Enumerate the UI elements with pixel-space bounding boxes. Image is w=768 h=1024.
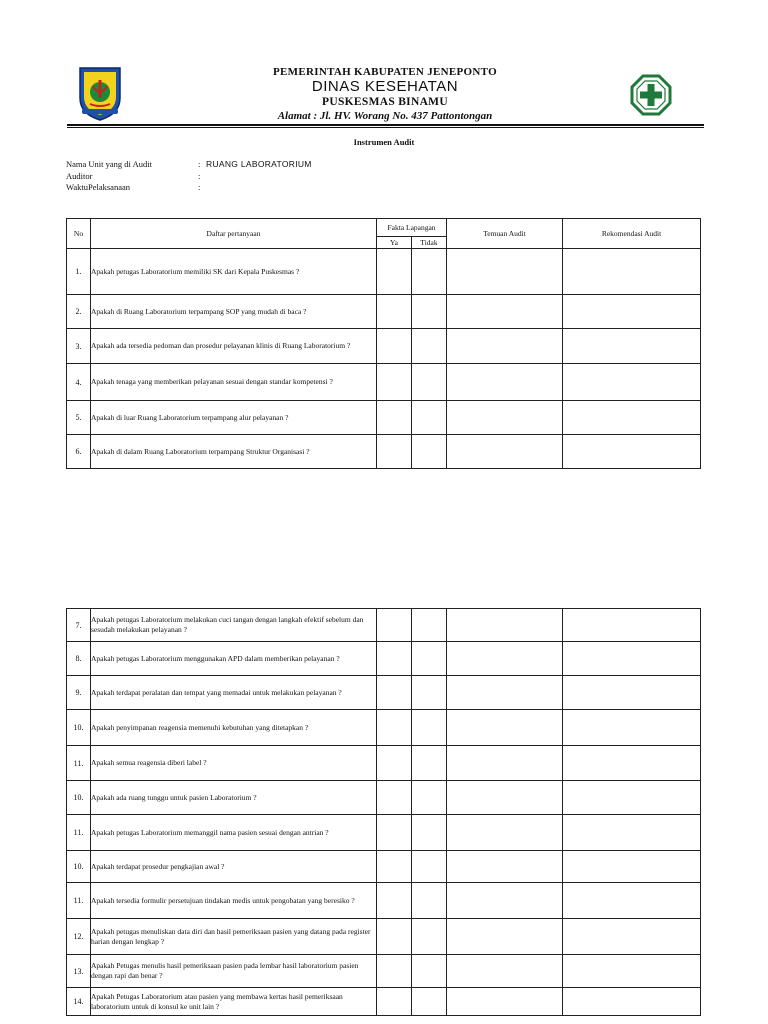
temuan-cell[interactable] [447, 781, 563, 815]
temuan-cell[interactable] [447, 329, 563, 364]
answer-ya-cell[interactable] [377, 746, 412, 781]
row-question: Apakah petugas Laboratorium melakukan cuci tangan dengan langkah efektif sebelum dan sesudah melakukan pelayanan ? [91, 609, 377, 642]
row-question: Apakah semua reagensia diberi label ? [91, 746, 377, 781]
row-number: 11. [67, 746, 91, 781]
table-row [67, 710, 701, 746]
answer-tidak-cell[interactable] [412, 746, 447, 781]
answer-tidak-cell[interactable] [412, 295, 447, 329]
answer-ya-cell[interactable] [377, 295, 412, 329]
temuan-cell[interactable] [447, 955, 563, 988]
temuan-cell[interactable] [447, 435, 563, 469]
row-number: 12. [67, 919, 91, 955]
row-number: 2. [67, 295, 91, 329]
table-row [67, 851, 701, 883]
puskesmas-cross-logo [630, 74, 672, 116]
row-number: 7. [67, 609, 91, 642]
meta-colon: : [198, 182, 201, 192]
temuan-cell[interactable] [447, 295, 563, 329]
answer-tidak-cell[interactable] [412, 883, 447, 919]
rekomendasi-cell[interactable] [563, 919, 701, 955]
temuan-cell[interactable] [447, 815, 563, 851]
table-row [67, 295, 701, 329]
col-header-temuan: Temuan Audit [447, 219, 563, 249]
meta-label: Nama Unit yang di Audit [66, 159, 152, 169]
answer-tidak-cell[interactable] [412, 435, 447, 469]
answer-tidak-cell[interactable] [412, 401, 447, 435]
answer-ya-cell[interactable] [377, 329, 412, 364]
answer-tidak-cell[interactable] [412, 781, 447, 815]
row-number: 4. [67, 364, 91, 401]
temuan-cell[interactable] [447, 364, 563, 401]
temuan-cell[interactable] [447, 746, 563, 781]
row-number: 9. [67, 676, 91, 710]
table-row [67, 746, 701, 781]
row-number: 5. [67, 401, 91, 435]
row-question: Apakah penyimpanan reagensia memenuhi kebutuhan yang ditetapkan ? [91, 710, 377, 746]
rekomendasi-cell[interactable] [563, 955, 701, 988]
row-number: 10. [67, 710, 91, 746]
table-row [67, 609, 701, 642]
answer-tidak-cell[interactable] [412, 676, 447, 710]
header-rule [67, 124, 704, 126]
table-row [67, 364, 701, 401]
col-header-tidak: Tidak [412, 237, 447, 249]
row-number: 1. [67, 249, 91, 295]
answer-ya-cell[interactable] [377, 710, 412, 746]
answer-ya-cell[interactable] [377, 815, 412, 851]
row-question: Apakah ada tersedia pedoman dan prosedur pelayanan klinis di Ruang Laboratorium ? [91, 329, 377, 364]
rekomendasi-cell[interactable] [563, 401, 701, 435]
answer-ya-cell[interactable] [377, 364, 412, 401]
row-question: Apakah petugas menuliskan data diri dan hasil pemeriksaan pasien yang datang pada register harian dengan lengkap ? [91, 919, 377, 955]
row-question: Apakah petugas Laboratorium memanggil nama pasien sesuai dengan antrian ? [91, 815, 377, 851]
answer-ya-cell[interactable] [377, 988, 412, 1016]
meta-colon: : [198, 159, 201, 169]
row-question: Apakah tenaga yang memberikan pelayanan sesuai dengan standar kompetensi ? [91, 364, 377, 401]
table-row [67, 642, 701, 676]
answer-tidak-cell[interactable] [412, 851, 447, 883]
row-number: 11. [67, 883, 91, 919]
meta-label: WaktuPelaksanaan [66, 182, 130, 192]
rekomendasi-cell[interactable] [563, 609, 701, 642]
document-title: Instrumen Audit [353, 137, 415, 147]
row-number: 10. [67, 781, 91, 815]
temuan-cell[interactable] [447, 642, 563, 676]
rekomendasi-cell[interactable] [563, 781, 701, 815]
answer-ya-cell[interactable] [377, 781, 412, 815]
rekomendasi-cell[interactable] [563, 435, 701, 469]
temuan-cell[interactable] [447, 919, 563, 955]
row-question: Apakah terdapat peralatan dan tempat yang memadai untuk melakukan pelayanan ? [91, 676, 377, 710]
answer-tidak-cell[interactable] [412, 815, 447, 851]
answer-ya-cell[interactable] [377, 955, 412, 988]
rekomendasi-cell[interactable] [563, 676, 701, 710]
header-address: Alamat : Jl. HV. Worang No. 437 Pattontongan [277, 110, 493, 122]
table-row [67, 329, 701, 364]
rekomendasi-cell[interactable] [563, 883, 701, 919]
row-number: 3. [67, 329, 91, 364]
row-number: 10. [67, 851, 91, 883]
answer-tidak-cell[interactable] [412, 642, 447, 676]
row-number: 8. [67, 642, 91, 676]
answer-ya-cell[interactable] [377, 401, 412, 435]
row-number: 14. [67, 988, 91, 1016]
rekomendasi-cell[interactable] [563, 249, 701, 295]
row-number: 13. [67, 955, 91, 988]
row-question: Apakah Petugas Laboratorium atau pasien yang membawa kertas hasil pemeriksaan laboratorium untuk di konsul ke unit lain ? [91, 988, 377, 1016]
table-row [67, 955, 701, 988]
answer-ya-cell[interactable] [377, 883, 412, 919]
answer-ya-cell[interactable] [377, 249, 412, 295]
rekomendasi-cell[interactable] [563, 329, 701, 364]
row-question: Apakah di Ruang Laboratorium terpampang SOP yang mudah di baca ? [91, 295, 377, 329]
answer-ya-cell[interactable] [377, 676, 412, 710]
answer-ya-cell[interactable] [377, 435, 412, 469]
table-row [67, 815, 701, 851]
row-question: Apakah tersedia formulir persetujuan tindakan medis untuk pengobatan yang beresiko ? [91, 883, 377, 919]
meta-colon: : [198, 171, 201, 181]
answer-tidak-cell[interactable] [412, 710, 447, 746]
temuan-cell[interactable] [447, 609, 563, 642]
table-row [67, 883, 701, 919]
audit-table-1 [66, 218, 701, 469]
temuan-cell[interactable] [447, 883, 563, 919]
row-question: Apakah terdapat prosedur pengkajian awal ? [91, 851, 377, 883]
meta-label: Auditor [66, 171, 93, 181]
temuan-cell[interactable] [447, 401, 563, 435]
table-row [67, 781, 701, 815]
table-row [67, 435, 701, 469]
rekomendasi-cell[interactable] [563, 851, 701, 883]
answer-tidak-cell[interactable] [412, 919, 447, 955]
header-government: PEMERINTAH KABUPATEN JENEPONTO [273, 66, 497, 78]
meta-value: RUANG LABORATORIUM [206, 159, 312, 169]
row-question: Apakah di dalam Ruang Laboratorium terpampang Struktur Organisasi ? [91, 435, 377, 469]
answer-ya-cell[interactable] [377, 609, 412, 642]
temuan-cell[interactable] [447, 710, 563, 746]
answer-ya-cell[interactable] [377, 919, 412, 955]
col-header-fakta: Fakta Lapangan [377, 219, 447, 237]
audit-table-2 [66, 608, 701, 1016]
answer-tidak-cell[interactable] [412, 609, 447, 642]
row-number: 6. [67, 435, 91, 469]
table-row [67, 919, 701, 955]
temuan-cell[interactable] [447, 249, 563, 295]
col-header-question: Daftar pertanyaan [91, 219, 377, 249]
col-header-rekomendasi: Rekomendasi Audit [563, 219, 701, 249]
jeneponto-regency-emblem [76, 64, 124, 122]
header-rule-thin [67, 127, 704, 128]
answer-tidak-cell[interactable] [412, 249, 447, 295]
col-header-ya: Ya [377, 237, 412, 249]
row-question: Apakah petugas Laboratorium menggunakan APD dalam memberikan pelayanan ? [91, 642, 377, 676]
row-question: Apakah petugas Laboratorium memiliki SK dari Kepala Puskesmas ? [91, 249, 377, 295]
row-question: Apakah ada ruang tunggu untuk pasien Laboratorium ? [91, 781, 377, 815]
row-number: 11. [67, 815, 91, 851]
rekomendasi-cell[interactable] [563, 988, 701, 1016]
rekomendasi-cell[interactable] [563, 710, 701, 746]
answer-tidak-cell[interactable] [412, 364, 447, 401]
table-row [67, 988, 701, 1016]
table-row [67, 676, 701, 710]
rekomendasi-cell[interactable] [563, 364, 701, 401]
header-puskesmas: PUSKESMAS BINAMU [322, 96, 448, 108]
row-question: Apakah di luar Ruang Laboratorium terpampang alur pelayanan ? [91, 401, 377, 435]
table-row [67, 401, 701, 435]
answer-tidak-cell[interactable] [412, 988, 447, 1016]
row-question: Apakah Petugas menulis hasil pemeriksaan pasien pada lembar hasil laboratorium pasien dengan rapi dan benar ? [91, 955, 377, 988]
rekomendasi-cell[interactable] [563, 295, 701, 329]
header-department: DINAS KESEHATAN [311, 78, 459, 95]
temuan-cell[interactable] [447, 676, 563, 710]
answer-ya-cell[interactable] [377, 851, 412, 883]
answer-tidak-cell[interactable] [412, 329, 447, 364]
rekomendasi-cell[interactable] [563, 746, 701, 781]
temuan-cell[interactable] [447, 851, 563, 883]
rekomendasi-cell[interactable] [563, 815, 701, 851]
temuan-cell[interactable] [447, 988, 563, 1016]
answer-tidak-cell[interactable] [412, 955, 447, 988]
table-row [67, 249, 701, 295]
col-header-no: No [67, 219, 91, 249]
rekomendasi-cell[interactable] [563, 642, 701, 676]
answer-ya-cell[interactable] [377, 642, 412, 676]
